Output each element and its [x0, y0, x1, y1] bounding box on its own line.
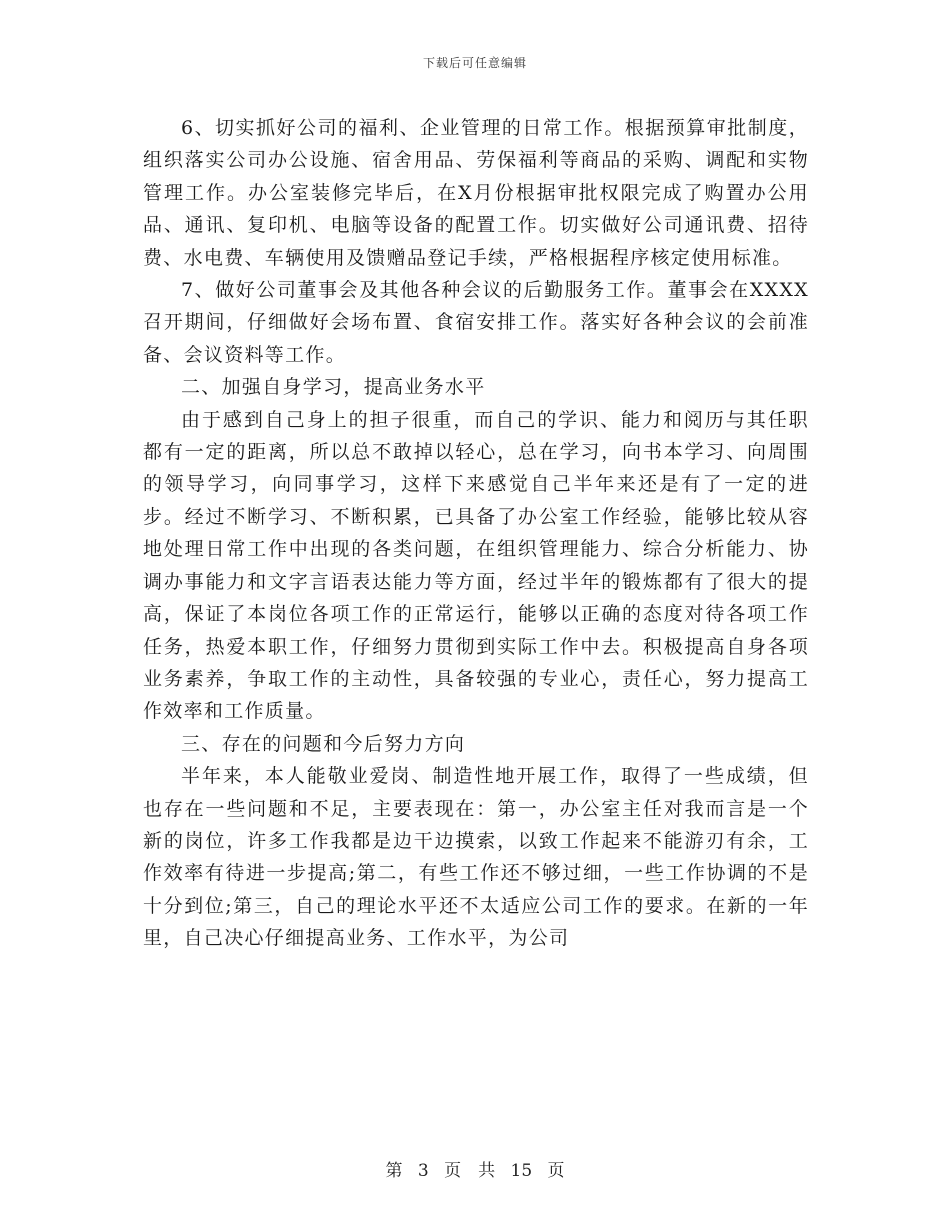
document-body	[143, 112, 809, 955]
section-heading-study: 二、加强自身学习，提高业务水平	[181, 376, 486, 399]
paragraph-study: 由于感到自己身上的担子很重，而自己的学识、能力和阅历与其任职都有一定的距离，所以总不敢掉以轻心，总在学习，向书本学习、向周围的领导学习，向同事学习，这样下来感觉自己半年来还是有了一定的进步。经过不断学习、不断积累，已具备了办公室工作经验，能够比较从容地处理日常工作中出现的各类问题，在组织管理能力、综合分析能力、协调办事能力和文字言语表达能力等方面，经过半年的锻炼都有了很大的提高，保证了本岗位各项工作的正常运行，能够以正确的态度对待各项工作任务，热爱本职工作，仔细努力贯彻到实际工作中去。积极提高自身各项业务素养，争取工作的主动性，具备较强的专业心，责任心，努力提高工作效率和工作质量。	[143, 408, 809, 723]
page-header: 下载后可任意编辑	[422, 56, 527, 70]
total-page-count: 15	[510, 1161, 533, 1181]
current-page-number: 3	[417, 1161, 429, 1181]
section-heading-problems: 三、存在的问题和今后努力方向	[181, 732, 466, 755]
footer-suffix: 页	[547, 1161, 565, 1181]
paragraph-item-7: 7、做好公司董事会及其他各种会议的后勤服务工作。董事会在XXXX召开期间，仔细做好会场布置、食宿安排工作。落实好各种会议的会前准备、会议资料等工作。	[143, 279, 809, 366]
page-footer	[0, 1156, 950, 1181]
paragraph-item-6: 6、切实抓好公司的福利、企业管理的日常工作。根据预算审批制度，组织落实公司办公设施、宿舍用品、劳保福利等商品的采购、调配和实物管理工作。办公室装修完毕后，在X月份根据审批权限完成了购置办公用品、通讯、复印机、电脑等设备的配置工作。切实做好公司通讯费、招待费、水电费、车辆使用及馈赠品登记手续，严格根据程序核定使用标准。	[143, 117, 809, 269]
footer-middle: 页 共	[444, 1161, 496, 1181]
paragraph-problems: 半年来，本人能敬业爱岗、制造性地开展工作，取得了一些成绩，但也存在一些问题和不足，主要表现在：第一，办公室主任对我而言是一个新的岗位，许多工作我都是边干边摸索，以致工作起来不能游刃有余，工作效率有待进一步提高;第二，有些工作还不够过细，一些工作协调的不是十分到位;第三，自己的理论水平还不太适应公司工作的要求。在新的一年里，自己决心仔细提高业务、工作水平，为公司	[143, 765, 809, 950]
footer-prefix: 第	[385, 1161, 403, 1181]
